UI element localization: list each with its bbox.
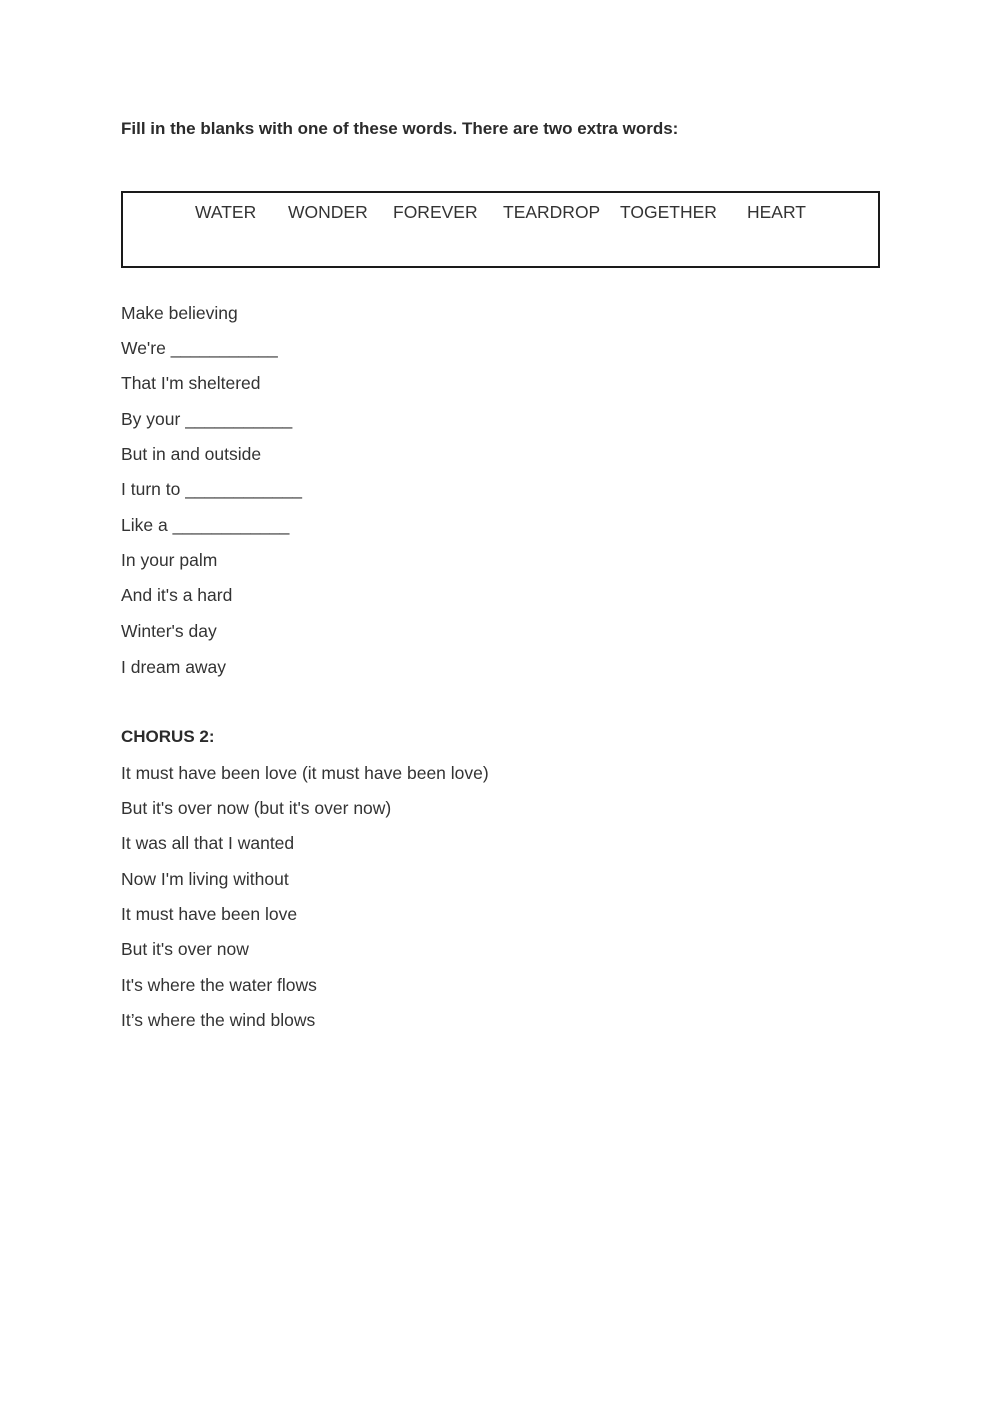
chorus-line: It's where the water flows — [121, 975, 317, 995]
instruction-text: Fill in the blanks with one of these words. There are two extra words: — [121, 119, 679, 138]
lyric-line: Winter's day — [121, 621, 217, 641]
word-bank-item: HEART — [747, 202, 806, 222]
lyric-line: Make believing — [121, 303, 238, 323]
chorus-line: Now I'm living without — [121, 869, 289, 889]
lyric-line: In your palm — [121, 550, 218, 570]
word-bank-box — [121, 191, 880, 268]
fill-in-blank[interactable]: ___________ — [170, 338, 278, 358]
lyric-line-with-blank: We're ___________ — [121, 338, 278, 358]
chorus-line: It must have been love (it must have been love) — [121, 763, 489, 783]
fill-in-blank[interactable]: ___________ — [185, 409, 293, 429]
lyric-line-with-blank: By your ___________ — [121, 409, 293, 429]
lyric-line-with-blank: I turn to ____________ — [121, 479, 302, 499]
fill-in-blank[interactable]: ____________ — [172, 515, 290, 535]
word-bank-item: TEARDROP — [503, 202, 601, 222]
chorus-line: But it's over now — [121, 939, 249, 959]
word-bank-item: WATER — [195, 202, 257, 222]
lyric-line-with-blank: Like a ____________ — [121, 515, 290, 535]
chorus-heading: CHORUS 2: — [121, 727, 215, 746]
lyric-line: But in and outside — [121, 444, 262, 464]
chorus-line: But it's over now (but it's over now) — [121, 798, 392, 818]
chorus-line: It was all that I wanted — [121, 833, 295, 853]
word-bank-item: FOREVER — [393, 202, 478, 222]
lyric-line: That I'm sheltered — [121, 373, 261, 393]
word-bank-item: TOGETHER — [620, 202, 717, 222]
fill-in-blank[interactable]: ____________ — [185, 479, 302, 499]
chorus-line: It must have been love — [121, 904, 298, 924]
word-bank-item: WONDER — [288, 202, 368, 222]
lyric-line: And it's a hard — [121, 585, 233, 605]
lyric-line: I dream away — [121, 657, 227, 677]
chorus-line: It’s where the wind blows — [121, 1010, 316, 1030]
